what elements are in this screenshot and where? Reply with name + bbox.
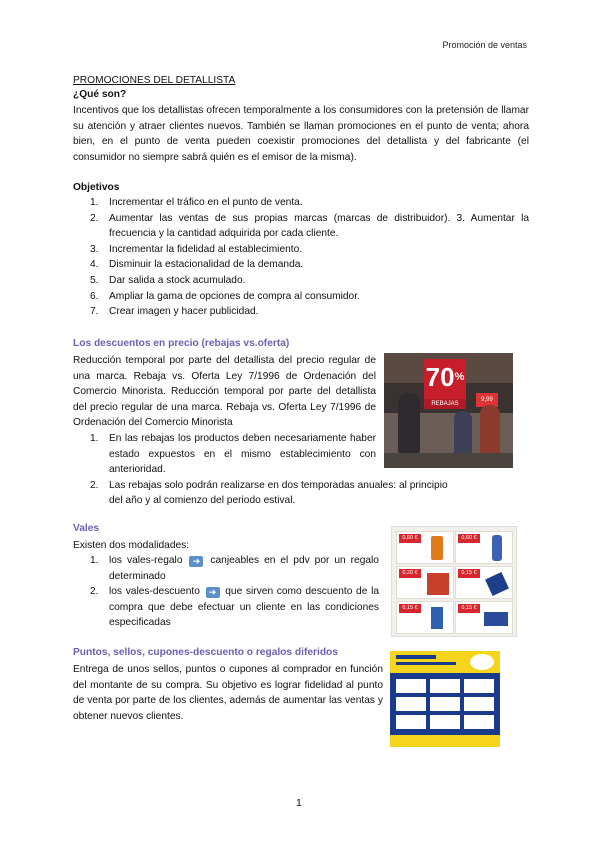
coupon-value: 0,15 € xyxy=(458,604,480,613)
vales-heading: Vales xyxy=(73,523,100,534)
arrow-right-icon: ➜ xyxy=(206,587,220,598)
coupon-value: 0,60 € xyxy=(399,534,421,543)
list-item: 5. Dar salida a stock acumulado. xyxy=(90,274,246,286)
coupon-value: 0,20 € xyxy=(399,569,421,578)
descuentos-paragraph: Reducción temporal por parte del detallista del precio regular de una marca. Rebaja vs. Oferta Ley 7/1996 de Ordenación del Comercio Minorista. Reducción temporal por parte del detallista del precio regular de una marca. Rebaja vs. Oferta Ley 7/1996 de Ordenación del Comercio Minorista xyxy=(73,355,376,429)
coupons-image xyxy=(391,526,517,637)
coupon-value: 0,60 € xyxy=(458,534,480,543)
sale-sign-percent: % xyxy=(454,371,465,383)
puntos-paragraph: Entrega de unos sellos, puntos o cupones al comprador en función del montante de su compra. Su objetivo es lograr fidelidad al punto de venta por parte de los clientes, además de aumentar las ventas y obtener nuevos clientes. xyxy=(73,664,383,722)
vales-list xyxy=(73,553,379,631)
sale-sign-label: REBAJAS xyxy=(424,399,466,409)
intro-paragraph: Incentivos que los detallistas ofrecen temporalmente a los consumidores con la pretensión de llamar su atención y atraer clientes nuevos. También se llaman promociones en el punto de venta; ahora bien, en el punto de venta pueden coexistir promociones del detallista y del fabricante (el consumidor no siempre sabrá quién es el emisor de la misma). xyxy=(73,105,529,163)
list-item: 1. los vales-regalo ➜ canjeables en el pdv por un regalo determinado xyxy=(90,555,379,582)
objetivos-list xyxy=(73,195,529,320)
sale-sign-number: 70 xyxy=(425,362,455,392)
stamps-card-image xyxy=(390,651,500,747)
vales-intro: Existen dos modalidades: xyxy=(73,540,190,551)
list-item: 1. En las rebajas los productos deben necesariamente haber estado expuestos en el mismo establecimiento con anterioridad. xyxy=(90,433,376,476)
list-item: 2. los vales-descuento ➜ que sirven como descuento de la compra que debe efectuar un cliente en las condiciones especificadas xyxy=(90,586,379,629)
section-heading-promociones: PROMOCIONES DEL DETALLISTA xyxy=(73,75,236,86)
price-tag: 9,99 xyxy=(476,393,498,407)
coupon-value: 0,15 € xyxy=(399,604,421,613)
list-item: 2. Aumentar las ventas de sus propias marcas (marcas de distribuidor). 3. Aumentar la frecuencia y la cantidad adquirida por cada cliente. xyxy=(90,212,529,240)
arrow-right-icon: ➜ xyxy=(189,556,203,567)
question-heading: ¿Qué son? xyxy=(73,89,127,100)
page-header-title: Promoción de ventas xyxy=(442,40,527,50)
objetivos-heading: Objetivos xyxy=(73,182,120,193)
list-item: 6. Ampliar la gama de opciones de compra al consumidor. xyxy=(90,290,360,302)
rebajas-store-photo xyxy=(384,353,513,468)
list-item: 4. Disminuir la estacionalidad de la demanda. xyxy=(90,259,304,271)
list-item: 2. Las rebajas solo podrán realizarse en dos temporadas anuales: al principio del año y al comienzo del periodo estival. xyxy=(90,479,448,507)
coupon-value: 0,15 € xyxy=(458,569,480,578)
descuentos-list xyxy=(73,431,448,509)
descuentos-heading: Los descuentos en precio (rebajas vs.oferta) xyxy=(73,338,290,349)
list-item: 7. Crear imagen y hacer publicidad. xyxy=(90,306,259,318)
page-number: 1 xyxy=(296,797,302,809)
list-item: 1. Incrementar el tráfico en el punto de venta. xyxy=(90,197,303,208)
puntos-heading: Puntos, sellos, cupones-descuento o regalos diferidos xyxy=(73,647,338,658)
list-item: 3. Incrementar la fidelidad al establecimiento. xyxy=(90,243,303,255)
